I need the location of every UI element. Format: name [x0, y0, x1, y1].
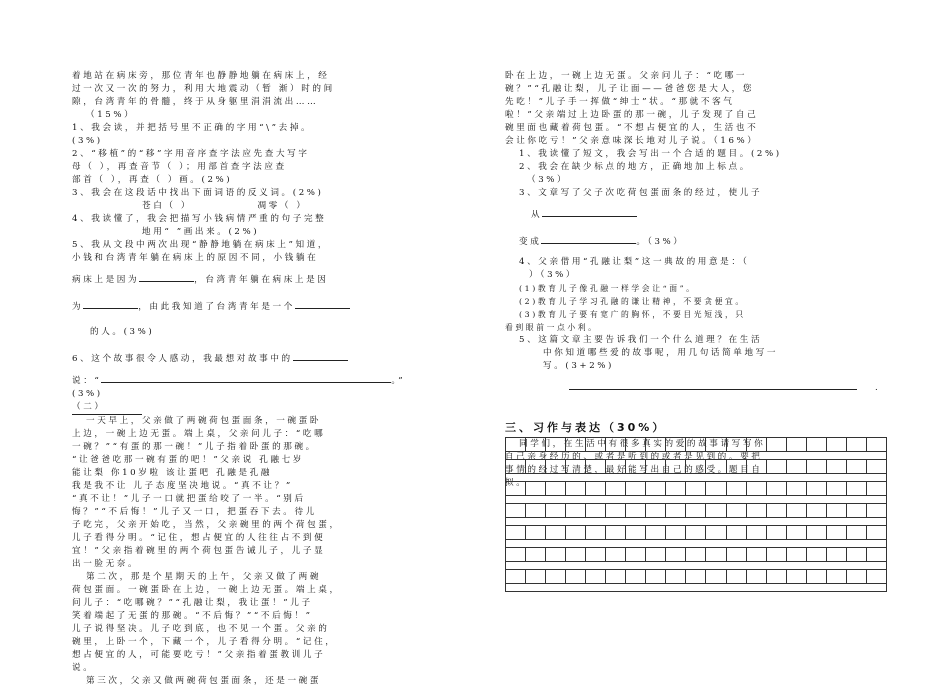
grid-spacer-row — [506, 562, 886, 570]
grid-cell[interactable] — [847, 548, 867, 561]
story-line: 想占便宜的人，可能要吃亏！”父亲指着蛋教训儿子 — [72, 650, 326, 660]
grid-cell[interactable] — [867, 504, 886, 517]
grid-spacer-row — [506, 496, 886, 504]
grid-row — [506, 438, 886, 452]
right-column — [505, 70, 890, 490]
story-line: 第二次，那是个星期天的上午，父亲又做了两碗 — [86, 572, 322, 582]
grid-cell[interactable] — [847, 482, 867, 495]
left-column — [72, 70, 452, 688]
grid-cell[interactable] — [847, 526, 867, 539]
grid-cell[interactable] — [666, 570, 686, 583]
grid-cell[interactable] — [706, 460, 726, 473]
grid-cell[interactable] — [787, 460, 807, 473]
antonym-2: 凋零（ ） — [257, 201, 308, 211]
grid-row — [506, 526, 886, 540]
grid-cell[interactable] — [526, 570, 546, 583]
question-1: 1、我读懂了短文，我会写出一个合适的题目。(2%) — [519, 149, 782, 159]
grid-cell[interactable] — [526, 460, 546, 473]
story-line: “让爸爸吃那一碗有蛋的吧！”父亲说 孔融七岁 — [72, 455, 305, 465]
story-line: 碗里，上卧一个，下藏一个，儿子看得分明。“记住， — [72, 637, 337, 647]
grid-cell[interactable] — [666, 482, 686, 495]
story-line: 出一脸无奈。 — [72, 559, 140, 569]
section-3-text: 拟。 — [505, 478, 528, 488]
grid-spacer-row — [506, 452, 886, 460]
grid-cell[interactable] — [787, 526, 807, 539]
grid-cell[interactable] — [566, 482, 586, 495]
section-3-text: 自己亲身经历的、或者是听到的或者是见到的。要把 — [505, 452, 763, 462]
question-6-score: (3%) — [72, 389, 103, 399]
grid-cell[interactable] — [666, 460, 686, 473]
intro-score: （15%） — [86, 110, 136, 120]
grid-row — [506, 504, 886, 518]
grid-cell[interactable] — [586, 482, 606, 495]
story-line: 卧在上边，一碗上边无蛋。父亲问儿子：“吃哪一 — [505, 71, 748, 81]
grid-cell[interactable] — [506, 570, 526, 583]
grid-cell[interactable] — [747, 504, 767, 517]
grid-cell[interactable] — [827, 570, 847, 583]
grid-cell[interactable] — [827, 460, 847, 473]
story-line: 笑着端起了无蛋的那碗。“不后悔？”“不后悔！” — [72, 611, 313, 621]
question-3: 3、我会在这段话中找出下面词语的反义词。(2%) — [72, 188, 324, 198]
question-6-say — [72, 373, 452, 388]
grid-spacer-row — [506, 584, 886, 591]
grid-cell[interactable] — [807, 548, 827, 561]
story-line: 子吃完，父亲开始吃，当然，父亲碗里的两个荷包蛋， — [72, 520, 341, 530]
answer-blank[interactable] — [101, 373, 391, 383]
grid-cell[interactable] — [686, 482, 706, 495]
section-3-title: 三、习作与表达（30%） — [505, 421, 667, 434]
question-2: 2、我会在缺少标点的地方，正确地加上标点。 — [519, 162, 751, 172]
grid-cell[interactable] — [767, 548, 787, 561]
grid-cell[interactable] — [727, 570, 747, 583]
answer-blank[interactable] — [542, 207, 637, 217]
grid-cell[interactable] — [807, 438, 827, 451]
story-line: 儿子看得分明。“记住，想占便宜的人往往占不到便 — [72, 533, 326, 543]
question-5: 5、这篇文章主要告诉我们一个什么道理？在生活 — [519, 335, 763, 345]
grid-cell[interactable] — [666, 526, 686, 539]
grid-cell[interactable] — [787, 438, 807, 451]
q5-text: ，台湾青年躺在病床上是因 — [194, 275, 329, 285]
grid-cell[interactable] — [646, 460, 666, 473]
grid-spacer-row — [506, 474, 886, 482]
story-line: 我是我不让 儿子态度坚决地说。“真不让？” — [72, 481, 293, 491]
grid-cell[interactable] — [767, 438, 787, 451]
grid-cell[interactable] — [747, 526, 767, 539]
grid-cell[interactable] — [827, 504, 847, 517]
story-line: 能让梨 你10岁啦 该让蛋吧 孔融是孔融 — [72, 468, 273, 478]
grid-cell[interactable] — [546, 570, 566, 583]
question-5-line — [72, 272, 452, 287]
grid-cell[interactable] — [807, 482, 827, 495]
grid-cell[interactable] — [767, 526, 787, 539]
story-line: 一天早上，父亲做了两碗荷包蛋面条，一碗蛋卧 — [86, 416, 322, 426]
grid-cell[interactable] — [566, 526, 586, 539]
grid-cell[interactable] — [586, 548, 606, 561]
grid-cell[interactable] — [747, 548, 767, 561]
story-line: 说。 — [72, 663, 95, 673]
grid-cell[interactable] — [767, 482, 787, 495]
grid-cell[interactable] — [767, 460, 787, 473]
q5-text: ，由此我知道了台湾青年是一个 — [138, 302, 295, 312]
grid-cell[interactable] — [606, 570, 626, 583]
question-4: 地用“ ”画出来。(2%) — [142, 227, 260, 237]
grid-cell[interactable] — [807, 504, 827, 517]
grid-cell[interactable] — [546, 460, 566, 473]
grid-cell[interactable] — [706, 548, 726, 561]
story-line: 荷包蛋面。一碗蛋卧在上边，一碗上边无蛋。端上桌， — [72, 585, 341, 595]
grid-cell[interactable] — [867, 438, 886, 451]
option-1: (1)教育儿子像孔融一样学会让“面”。 — [519, 284, 697, 293]
grid-row — [506, 570, 886, 584]
question-3-to — [519, 234, 890, 249]
grid-cell[interactable] — [526, 438, 546, 451]
grid-cell[interactable] — [807, 526, 827, 539]
intro-line: 过一次又一次的努力，利用大地震动（暂 渐）时的间 — [72, 84, 335, 94]
grid-cell[interactable] — [867, 482, 886, 495]
grid-cell[interactable] — [727, 438, 747, 451]
grid-cell[interactable] — [626, 526, 646, 539]
grid-cell[interactable] — [646, 438, 666, 451]
story-line: 碗里面也藏着荷包蛋。“不想占便宜的人，生活也不 — [505, 123, 759, 133]
grid-cell[interactable] — [847, 504, 867, 517]
grid-cell[interactable] — [686, 438, 706, 451]
q3-text: 从 — [531, 210, 543, 220]
answer-blank[interactable] — [139, 272, 194, 282]
grid-cell[interactable] — [646, 504, 666, 517]
story-line: “真不让！”儿子一口就把蛋给咬了一半。“别后 — [72, 494, 306, 504]
grid-cell[interactable] — [747, 438, 767, 451]
grid-cell[interactable] — [506, 438, 526, 451]
grid-cell[interactable] — [646, 482, 666, 495]
grid-cell[interactable] — [546, 548, 566, 561]
grid-cell[interactable] — [546, 438, 566, 451]
grid-cell[interactable] — [767, 570, 787, 583]
question-1: 1、我会读，并把括号里不正确的字用“\”去掉。 — [72, 123, 313, 133]
grid-cell[interactable] — [666, 504, 686, 517]
antonym-1: 苍白（ ） — [142, 201, 193, 211]
q6-text: 说：“ — [72, 376, 102, 386]
grid-row — [506, 548, 886, 562]
intro-line: 隙，台湾青年的骨髓，终于从身躯里涓涓流出…… — [72, 97, 319, 107]
grid-cell[interactable] — [686, 526, 706, 539]
grid-cell[interactable] — [606, 548, 626, 561]
grid-cell[interactable] — [506, 548, 526, 561]
grid-cell[interactable] — [787, 504, 807, 517]
question-3-from — [505, 207, 890, 222]
question-5: 小钱和台湾青年躺在病床上的原因不同，小钱躺在 — [72, 253, 319, 263]
grid-cell[interactable] — [686, 460, 706, 473]
story-line: 啦！”父亲端过上边卧蛋的那一碗，儿子发现了自己 — [505, 110, 759, 120]
question-3: 3、文章写了父子次吃荷包蛋面条的经过，使儿子 — [519, 188, 763, 198]
grid-cell[interactable] — [827, 548, 847, 561]
section-3-text: 同学们，在生活中有很多真实的爱的故事请写写你 — [519, 439, 766, 449]
grid-cell[interactable] — [606, 482, 626, 495]
story-line: 儿子说得坚决。儿子吃到底，也不见一个蛋。父亲的 — [72, 624, 330, 634]
grid-cell[interactable] — [526, 526, 546, 539]
grid-cell[interactable] — [727, 460, 747, 473]
grid-cell[interactable] — [867, 570, 886, 583]
question-2: 部首（ ），再查（ ）画。(2%) — [72, 175, 233, 185]
grid-cell[interactable] — [646, 570, 666, 583]
grid-cell[interactable] — [506, 482, 526, 495]
grid-cell[interactable] — [727, 482, 747, 495]
grid-cell[interactable] — [606, 504, 626, 517]
question-1-score: (3%) — [72, 136, 103, 146]
grid-cell[interactable] — [827, 438, 847, 451]
question-2: 2、“移植”的“移”字用音序查字法应先查大写字 — [72, 149, 310, 159]
grid-cell[interactable] — [586, 504, 606, 517]
question-6 — [72, 351, 452, 366]
grid-cell[interactable] — [626, 460, 646, 473]
grid-spacer-row — [506, 540, 886, 548]
antonym-pairs — [72, 200, 452, 213]
grid-cell[interactable] — [747, 570, 767, 583]
question-5: 写。(3+2%) — [543, 361, 614, 371]
q5-text: 病床上是因为 — [72, 275, 140, 285]
grid-cell[interactable] — [807, 570, 827, 583]
grid-cell[interactable] — [566, 548, 586, 561]
grid-cell[interactable] — [606, 526, 626, 539]
section-3-text: 事情的经过写清楚，最好能写出自己的感受。题目自 — [505, 465, 763, 475]
option-2: (2)教育儿子学习孔融的谦让精神，不要贪便宜。 — [519, 297, 746, 306]
grid-cell[interactable] — [666, 548, 686, 561]
grid-cell[interactable] — [566, 438, 586, 451]
grid-cell[interactable] — [686, 548, 706, 561]
grid-cell[interactable] — [626, 504, 646, 517]
q3-text: 。（3%） — [636, 237, 685, 247]
grid-cell[interactable] — [526, 548, 546, 561]
grid-cell[interactable] — [706, 482, 726, 495]
grid-cell[interactable] — [827, 482, 847, 495]
grid-cell[interactable] — [706, 570, 726, 583]
grid-row — [506, 482, 886, 496]
grid-cell[interactable] — [706, 504, 726, 517]
grid-cell[interactable] — [546, 504, 566, 517]
answer-blank[interactable] — [295, 299, 350, 309]
grid-cell[interactable] — [586, 438, 606, 451]
writing-grid[interactable] — [505, 437, 887, 592]
grid-row — [506, 460, 886, 474]
question-5-end: 的人。(3%) — [90, 327, 155, 337]
grid-cell[interactable] — [787, 570, 807, 583]
question-5-answer — [505, 380, 890, 395]
question-5: 中你知道哪些爱的故事呢，用几句话简单地写一 — [543, 348, 779, 358]
grid-cell[interactable] — [626, 438, 646, 451]
grid-cell[interactable] — [747, 482, 767, 495]
grid-cell[interactable] — [847, 438, 867, 451]
grid-cell[interactable] — [566, 460, 586, 473]
story-line: 问儿子：“吃哪碗？”“孔融让梨，我让蛋！”儿子 — [72, 598, 313, 608]
grid-cell[interactable] — [606, 460, 626, 473]
grid-spacer-row — [506, 518, 886, 526]
grid-cell[interactable] — [847, 460, 867, 473]
question-5: 5、我从文段中两次出现“静静地躺在病床上”知道， — [72, 240, 330, 250]
option-3-cont: 看到眼前一点小利。 — [505, 323, 599, 332]
end-dot: . — [875, 383, 881, 393]
question-2-score: （3%） — [527, 175, 569, 185]
story-line: 先吃！”儿子手一挥做“绅士”状。“那就不客气 — [505, 97, 735, 107]
question-4: 4、我读懂了，我会把描写小钱病情严重的句子完整 — [72, 214, 327, 224]
answer-blank[interactable] — [541, 234, 636, 244]
grid-cell[interactable] — [526, 482, 546, 495]
grid-cell[interactable] — [586, 570, 606, 583]
q6-text: 。” — [391, 376, 406, 386]
grid-cell[interactable] — [626, 570, 646, 583]
grid-cell[interactable] — [867, 460, 886, 473]
q3-text: 变成 — [519, 237, 542, 247]
grid-cell[interactable] — [566, 570, 586, 583]
grid-cell[interactable] — [767, 504, 787, 517]
q5-text: 为 — [72, 302, 84, 312]
intro-line: 着地站在病床旁，那位青年也静静地躺在病床上，经 — [72, 71, 330, 81]
answer-blank[interactable] — [83, 299, 138, 309]
grid-cell[interactable] — [586, 526, 606, 539]
story-line: 碗？”“孔融让梨，儿子让面——爸爸您是大人，您 — [505, 84, 755, 94]
grid-cell[interactable] — [586, 460, 606, 473]
question-5-line — [72, 299, 452, 314]
grid-cell[interactable] — [807, 460, 827, 473]
grid-cell[interactable] — [706, 438, 726, 451]
grid-cell[interactable] — [646, 548, 666, 561]
option-3: (3)教育儿子要有宽广的胸怀，不要目光短浅，只 — [519, 310, 746, 319]
question-4: ）（3%） — [529, 270, 578, 280]
grid-cell[interactable] — [706, 526, 726, 539]
answer-blank[interactable] — [293, 351, 348, 361]
answer-blank[interactable] — [569, 380, 857, 390]
grid-cell[interactable] — [686, 504, 706, 517]
grid-cell[interactable] — [666, 438, 686, 451]
grid-cell[interactable] — [747, 460, 767, 473]
story-line: 会让你吃亏！”父亲意味深长地对儿子说。（16%） — [505, 136, 759, 146]
grid-cell[interactable] — [626, 482, 646, 495]
grid-cell[interactable] — [506, 504, 526, 517]
grid-cell[interactable] — [787, 548, 807, 561]
grid-cell[interactable] — [867, 548, 886, 561]
story-line: 上边，一碗上边无蛋。端上桌，父亲问儿子：“吃哪 — [72, 429, 326, 439]
grid-cell[interactable] — [727, 504, 747, 517]
grid-cell[interactable] — [546, 526, 566, 539]
grid-cell[interactable] — [566, 504, 586, 517]
grid-cell[interactable] — [626, 548, 646, 561]
grid-cell[interactable] — [827, 526, 847, 539]
grid-cell[interactable] — [646, 526, 666, 539]
story-line: 宜！”父亲指着碗里的两个荷包蛋告诫儿子，儿子显 — [72, 546, 326, 556]
grid-cell[interactable] — [506, 526, 526, 539]
grid-cell[interactable] — [546, 482, 566, 495]
grid-cell[interactable] — [847, 570, 867, 583]
grid-cell[interactable] — [867, 526, 886, 539]
grid-cell[interactable] — [686, 570, 706, 583]
question-4: 4、父亲借用“孔融让梨”这一典故的用意是：（ — [519, 257, 750, 267]
grid-cell[interactable] — [787, 482, 807, 495]
grid-cell[interactable] — [506, 460, 526, 473]
part-2-label: （二） — [72, 401, 142, 415]
grid-cell[interactable] — [727, 548, 747, 561]
grid-cell[interactable] — [526, 504, 546, 517]
grid-cell[interactable] — [606, 438, 626, 451]
q6-text: 6、这个故事很令人感动，我最想对故事中的 — [72, 354, 293, 364]
story-line: 一碗？”“有蛋的那一碗！”儿子指着卧蛋的那碗。 — [72, 442, 317, 452]
question-2: 母（ ），再查音节（ ）；用部首查字法应查 — [72, 162, 287, 172]
grid-cell[interactable] — [727, 526, 747, 539]
story-line: 第三次，父亲又做两碗荷包蛋面条，还是一碗蛋 — [86, 676, 322, 686]
story-line: 悔？”“不后悔！”儿子又一口，把蛋吞下去。待儿 — [72, 507, 317, 517]
